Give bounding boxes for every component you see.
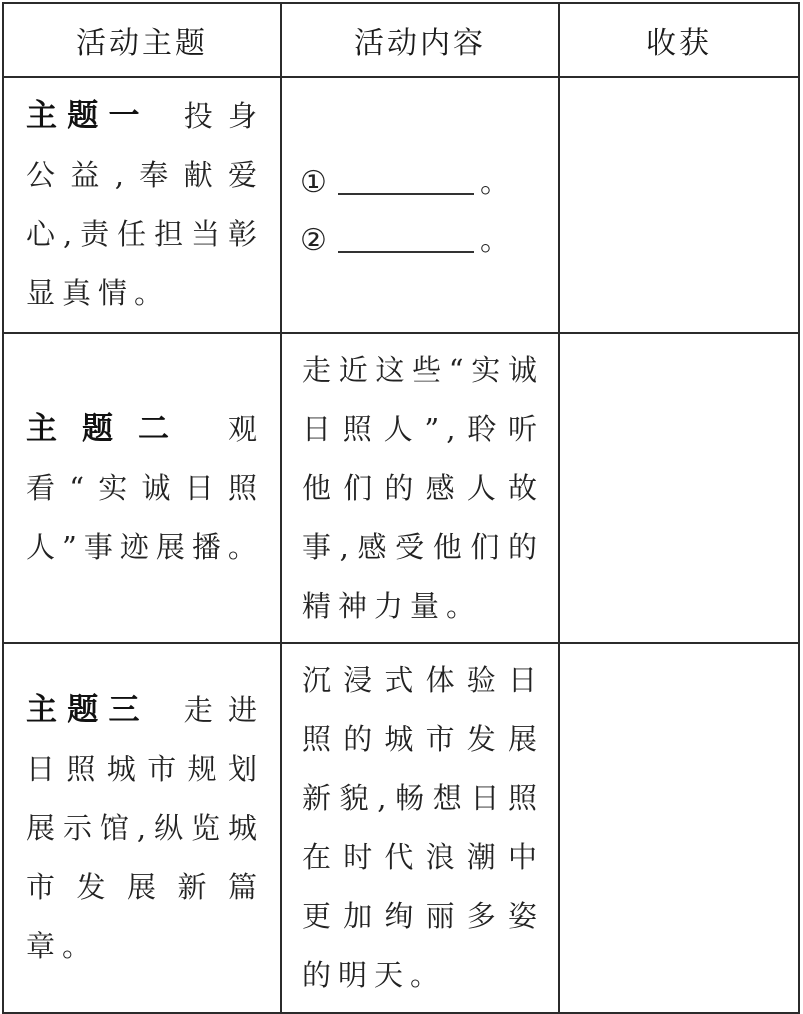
theme-cell-3 bbox=[3, 643, 281, 1013]
theme-description-2 bbox=[4, 400, 280, 577]
header-theme: 活动主题 bbox=[3, 3, 281, 77]
theme-cell-2 bbox=[3, 333, 281, 643]
content-cell-1 bbox=[281, 77, 559, 333]
activity-table bbox=[2, 2, 800, 1014]
harvest-cell-3[interactable] bbox=[559, 643, 799, 1013]
harvest-cell-2[interactable] bbox=[559, 333, 799, 643]
answer-underline-1[interactable] bbox=[338, 193, 474, 195]
harvest-cell-1[interactable] bbox=[559, 77, 799, 333]
theme-description-3 bbox=[4, 681, 280, 976]
header-harvest: 收获 bbox=[559, 3, 799, 77]
theme-text-1: 投身公益,奉献爱心,责任担当彰显真情。 bbox=[26, 99, 264, 310]
harvest-answer-area-3[interactable] bbox=[560, 644, 798, 1012]
content-cell-3 bbox=[281, 643, 559, 1013]
theme-label-1: 主题一 bbox=[26, 98, 150, 134]
answer-underline-2[interactable] bbox=[338, 251, 474, 253]
blank-period-2: 。 bbox=[480, 223, 510, 258]
table-header-row bbox=[3, 3, 799, 77]
blank-period-1: 。 bbox=[480, 165, 510, 200]
theme-label-2: 主题二 bbox=[26, 410, 194, 447]
fill-blank-1[interactable] bbox=[282, 147, 558, 205]
table-row-theme-2 bbox=[3, 333, 799, 643]
theme-text-2: 观看“实诚日照人”事迹展播。 bbox=[26, 411, 264, 564]
theme-label-3: 主题三 bbox=[26, 691, 150, 728]
theme-text-3: 走进日照城市规划展示馆,纵览城市发展新篇章。 bbox=[26, 692, 264, 963]
header-content: 活动内容 bbox=[281, 3, 559, 77]
content-text-2: 走近这些“实诚日照人”,聆听他们的感人故事,感受他们的精神力量。 bbox=[302, 352, 544, 623]
theme-cell-1 bbox=[3, 77, 281, 333]
table-row-theme-1 bbox=[3, 77, 799, 333]
blank-number-1: ① bbox=[300, 165, 327, 200]
harvest-answer-area-2[interactable] bbox=[560, 334, 798, 642]
theme-description-1 bbox=[4, 87, 280, 323]
harvest-answer-area-1[interactable] bbox=[560, 78, 798, 332]
blank-number-2: ② bbox=[300, 223, 327, 258]
table-row-theme-3 bbox=[3, 643, 799, 1013]
content-text-3: 沉浸式体验日照的城市发展新貌,畅想日照在时代浪潮中更加绚丽多姿的明天。 bbox=[302, 663, 544, 992]
fill-blank-2[interactable] bbox=[282, 205, 558, 263]
content-cell-2 bbox=[281, 333, 559, 643]
